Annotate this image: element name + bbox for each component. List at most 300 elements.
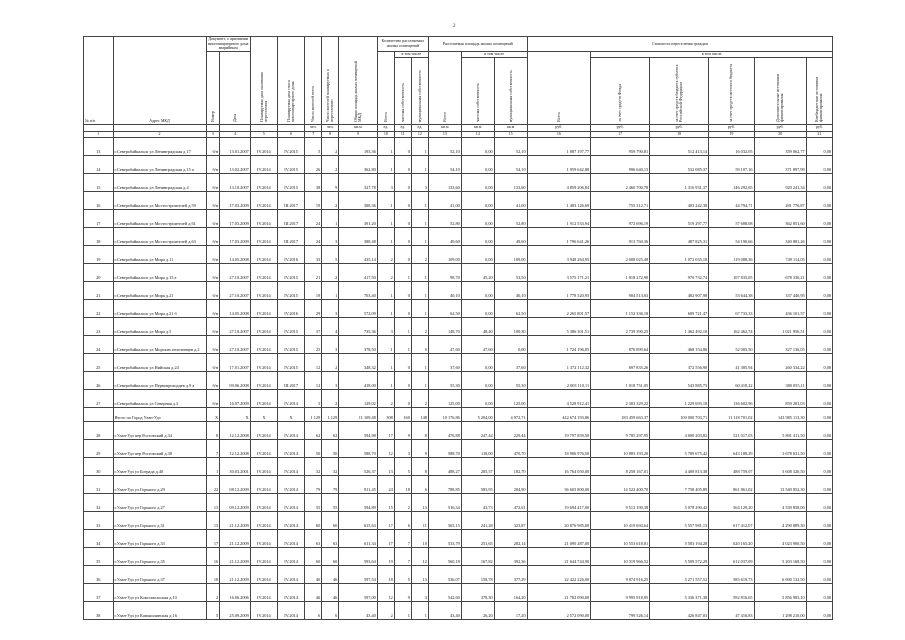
doc-group-header: Документ, о признании многоквартирного дома аварийным <box>207 36 249 51</box>
row-number: 31 <box>84 475 114 493</box>
cost-region-cell: 5 583 194,28 <box>650 529 709 547</box>
area-group-header: Расселяемая площадь жилых помещений <box>428 37 527 52</box>
doc-date-cell: 27.10.2007 <box>220 335 251 353</box>
unit-cell: руб. <box>650 124 709 131</box>
rooms-private-cell: 0 <box>394 299 411 317</box>
row-number: 34 <box>84 529 114 547</box>
cost-local-cell: 53 644,38 <box>709 281 754 299</box>
area-total-cell: 133,60 <box>428 173 461 191</box>
cost-region-cell: 487 825,31 <box>650 227 709 245</box>
rooms-private-cell: 0 <box>394 173 411 191</box>
row-number: 25 <box>84 353 114 371</box>
rooms-municipal-cell: 10 <box>411 529 428 547</box>
rooms-municipal-cell: 2 <box>411 317 428 335</box>
rooms-private-cell: 1 <box>394 335 411 353</box>
area-total-cell: 565,15 <box>428 511 461 529</box>
residents-planned-cell: 50 <box>322 439 339 457</box>
residents-cell: 60 <box>305 511 322 529</box>
cost-local-cell: 119 088,36 <box>709 245 754 263</box>
resettlement-date-cell: IV.2014 <box>250 421 277 439</box>
cost-region-cell: 4 690 203,82 <box>650 421 709 439</box>
cost-additional-cell: 4 290 889,30 <box>754 511 806 529</box>
area-municipal-cell: 109,00 <box>494 245 527 263</box>
demolition-date-cell: III.2017 <box>277 227 304 245</box>
area-private-cell: 0,00 <box>461 227 494 245</box>
total-area-cell: 588,70 <box>339 439 378 457</box>
row-number: 20 <box>84 263 114 281</box>
cost-fund-cell: 799 526,14 <box>591 601 650 619</box>
column-number-cell: 5 <box>250 131 277 137</box>
cost-region-cell: 609 721,47 <box>650 299 709 317</box>
doc-number-cell: б/н <box>206 299 220 317</box>
rooms-private-cell: 1 <box>394 601 411 619</box>
cost-fund-cell: 913 760,36 <box>591 227 650 245</box>
cost-local-cell: 564 129,20 <box>709 493 754 511</box>
unit-cell <box>277 124 304 131</box>
doc-number-cell: б/н <box>206 317 220 335</box>
cost-fund-cell: 959 790,81 <box>591 137 650 155</box>
rooms-municipal-cell: 1 <box>411 353 428 371</box>
demolition-date-cell: IV.2014 <box>277 389 304 407</box>
cost-local-cell: 60 418,22 <box>709 371 754 389</box>
residents-cell: 33 <box>305 245 322 263</box>
demolition-date-cell: X <box>277 407 304 421</box>
demolition-date-cell: III.2017 <box>277 371 304 389</box>
demolition-date-cell: IV.2014 <box>277 439 304 457</box>
rooms-private-cell: 2 <box>394 493 411 511</box>
table-row <box>84 565 833 583</box>
column-number-cell: 16 <box>527 131 591 137</box>
cost-fund-cell: 876 899,64 <box>591 335 650 353</box>
doc-number-cell: 17 <box>206 529 220 547</box>
area-total-cell: 125,00 <box>428 389 461 407</box>
area-private-cell: 0,00 <box>461 371 494 389</box>
resettlement-date-cell: IV.2014 <box>250 137 277 155</box>
rooms-total-cell: 19 <box>377 547 394 565</box>
doc-number-cell: б/н <box>206 245 220 263</box>
area-private-cell: 5 204,00 <box>461 407 494 421</box>
residents-planned-cell: 4 <box>322 317 339 335</box>
column-number-cell: 6 <box>277 131 304 137</box>
cost-extra-cell: 0,00 <box>806 191 832 209</box>
cost-local-cell: 617 412,07 <box>709 511 754 529</box>
row-number: 33 <box>84 511 114 529</box>
cost-fund-cell: 10 319 966,52 <box>591 547 650 565</box>
cost-extra-cell: 0,00 <box>806 299 832 317</box>
table-body <box>84 137 833 619</box>
cost-fund-cell: 8 258 167,01 <box>591 457 650 475</box>
area-municipal-cell: 41,00 <box>494 191 527 209</box>
area-municipal-cell: 282,14 <box>494 529 527 547</box>
table-row <box>84 529 833 547</box>
col-cost-total-header: Всего <box>555 112 561 123</box>
cost-fund-cell: 697 835,26 <box>591 353 650 371</box>
cost-extra-cell: 0,00 <box>806 353 832 371</box>
row-number: 28 <box>84 421 114 439</box>
cost-region-cell: 519 297,77 <box>650 209 709 227</box>
residents-planned-cell: 6 <box>322 601 339 619</box>
cost-additional-cell: 13 540 852,30 <box>754 475 806 493</box>
rooms-private-cell: 1 <box>394 263 411 281</box>
cost-fund-cell: 183 459 663,37 <box>591 407 650 421</box>
rooms-private-cell: 7 <box>394 529 411 547</box>
address-cell: г.Улан-Удэ пер Ростовский д.38 <box>113 439 206 457</box>
cost-fund-cell: 10 553 618,81 <box>591 529 650 547</box>
rooms-private-cell: 0 <box>394 371 411 389</box>
demolition-date-cell: IV.2014 <box>277 565 304 583</box>
resettlement-date-cell: IV.2014 <box>250 191 277 209</box>
residents-planned-cell: 63 <box>322 529 339 547</box>
cost-total-cell: 1 796 641,26 <box>527 227 591 245</box>
doc-number-cell: 2 <box>206 583 220 601</box>
area-private-cell: 241,28 <box>461 511 494 529</box>
area-of-which-header: в том числе <box>461 51 527 57</box>
area-private-cell: 0,00 <box>461 299 494 317</box>
cost-region-cell: 1 229 693,18 <box>650 389 709 407</box>
address-cell: г.Северобайкальск ул Ленинградская д.15 а <box>113 155 206 173</box>
area-municipal-cell: 62,50 <box>494 299 527 317</box>
table-row <box>84 421 833 439</box>
cost-extra-cell: 0,00 <box>806 335 832 353</box>
cost-region-cell: 970 732,74 <box>650 263 709 281</box>
resettlement-date-cell: IV.2014 <box>250 493 277 511</box>
cost-local-cell: 136 602,96 <box>709 389 754 407</box>
area-municipal-cell: 229,44 <box>494 421 527 439</box>
doc-date-cell: 12.12.2008 <box>220 421 251 439</box>
area-private-cell: 251,65 <box>461 529 494 547</box>
col-cost-region-header: за счет средств бюджета субъекта Российской Федерации <box>673 64 684 122</box>
area-total-cell: 10 176,86 <box>428 407 461 421</box>
residents-planned-cell: 32 <box>322 457 339 475</box>
total-area-cell: 703,40 <box>339 281 378 299</box>
rooms-municipal-cell: 1 <box>411 209 428 227</box>
doc-number-cell: б/н <box>206 137 220 155</box>
residents-planned-cell: 62 <box>322 421 339 439</box>
doc-date-cell: 27.10.2007 <box>220 281 251 299</box>
residents-planned-cell: 3 <box>322 227 339 245</box>
doc-date-cell: 13.10.2007 <box>220 173 251 191</box>
doc-number-cell: б/н <box>206 263 220 281</box>
col-rooms-total-header: Всего <box>382 112 388 123</box>
col-residents-header: Число жителей всего <box>310 86 316 123</box>
residents-cell: 5 <box>305 137 322 155</box>
area-total-cell: 536,07 <box>428 565 461 583</box>
cost-local-cell: 47 416,83 <box>709 601 754 619</box>
address-cell: г.Улан-Удэ ул Камышлинская д.16 <box>113 601 206 619</box>
rooms-total-cell: 1 <box>377 227 394 245</box>
rooms-total-cell: 1 <box>377 335 394 353</box>
residents-planned-cell: 2 <box>322 389 339 407</box>
address-cell: г.Улан-Удэ пер Ростовский д.34 <box>113 421 206 439</box>
column-number-cell: 18 <box>650 131 709 137</box>
rooms-total-cell: 15 <box>377 493 394 511</box>
table-row <box>84 439 833 457</box>
cost-extra-cell: 0,00 <box>806 389 832 407</box>
doc-number-cell: 1 <box>206 457 220 475</box>
cost-fund-cell: 972 696,19 <box>591 209 650 227</box>
residents-planned-cell: 1 <box>322 281 339 299</box>
residents-cell: 60 <box>305 547 322 565</box>
rooms-private-cell: 160 <box>394 407 411 421</box>
cost-region-cell: 482 907,98 <box>650 281 709 299</box>
cost-total-cell: 20 876 985,00 <box>527 511 591 529</box>
doc-number-cell: 8 <box>206 421 220 439</box>
resettlement-date-cell: IV.2014 <box>250 299 277 317</box>
resettlement-date-cell: IV.2014 <box>250 155 277 173</box>
table-header <box>84 37 833 138</box>
column-number-cell: 20 <box>754 131 806 137</box>
cost-total-cell: 2 572 090,00 <box>527 601 591 619</box>
rooms-private-cell: 3 <box>394 439 411 457</box>
col-total-area-header: Общая площадь жилых помещений МКД <box>352 61 363 123</box>
resettlement-date-cell: X <box>250 407 277 421</box>
area-municipal-cell: 323,87 <box>494 511 527 529</box>
doc-number-cell: X <box>206 407 220 421</box>
cost-local-cell: 488 759,07 <box>709 457 754 475</box>
demolition-date-cell: IV.2014 <box>277 601 304 619</box>
row-number: 35 <box>84 547 114 565</box>
cost-total-cell: 3 948 264,95 <box>527 245 591 263</box>
residents-planned-cell: 55 <box>322 493 339 511</box>
address-cell: г.Улан-Удэ ул Горького д.27 <box>113 493 206 511</box>
doc-number-cell: б/н <box>206 155 220 173</box>
residents-cell: 62 <box>305 421 322 439</box>
cost-of-which-header: в том числе <box>591 51 833 57</box>
cost-additional-cell: 6 690 132,50 <box>754 565 806 583</box>
cost-total-cell: 21 782 090,00 <box>527 583 591 601</box>
cost-extra-cell: 0,00 <box>806 209 832 227</box>
cost-total-cell: 1 372 112,32 <box>527 353 591 371</box>
area-total-cell: 62,50 <box>428 299 461 317</box>
table-row <box>84 475 833 493</box>
address-cell: г.Северобайкальск ул Ленинградская д.4 <box>113 173 206 191</box>
resettlement-date-cell: IV.2014 <box>250 281 277 299</box>
demolition-date-cell: IV.2015 <box>277 335 304 353</box>
cost-local-cell: 59 107,16 <box>709 155 754 173</box>
cost-additional-cell: 371 897,99 <box>754 155 806 173</box>
residents-planned-cell: 60 <box>322 547 339 565</box>
demolition-date-cell: IV.2014 <box>277 583 304 601</box>
doc-number-cell: 16 <box>206 547 220 565</box>
area-private-cell: 48,40 <box>461 317 494 335</box>
rooms-municipal-cell: 13 <box>411 493 428 511</box>
cost-total-cell: 1 483 126,69 <box>527 191 591 209</box>
residents-cell: 29 <box>305 299 322 317</box>
rooms-municipal-cell: 13 <box>411 565 428 583</box>
cost-local-cell: 861 861,02 <box>709 475 754 493</box>
doc-date-cell: X <box>220 407 251 421</box>
cost-group-header: Стоимость переселения граждан <box>527 37 832 52</box>
area-total-cell: 588,70 <box>428 439 461 457</box>
area-municipal-cell: 17,20 <box>494 601 527 619</box>
address-cell: г.Северобайкальск ул Нийская д.24 <box>113 353 206 371</box>
cost-region-cell: 403 242,38 <box>650 191 709 209</box>
cost-additional-cell: 337 440,95 <box>754 281 806 299</box>
residents-cell: 6 <box>305 601 322 619</box>
rooms-municipal-cell: 8 <box>411 457 428 475</box>
resettlement-date-cell: IV.2014 <box>250 439 277 457</box>
cost-local-cell: 44 794,71 <box>709 191 754 209</box>
cost-total-cell: 22 422 226,00 <box>527 565 591 583</box>
unit-cell <box>113 124 206 131</box>
area-private-cell: 26,20 <box>461 601 494 619</box>
rooms-private-cell: 0 <box>394 389 411 407</box>
doc-number-cell: 18 <box>206 565 220 583</box>
cost-extra-cell: 0,00 <box>806 475 832 493</box>
cost-total-cell: 21 644 744,90 <box>527 547 591 565</box>
cost-additional-cell: 362 851,60 <box>754 209 806 227</box>
row-number: 36 <box>84 565 114 583</box>
table-row <box>84 137 833 155</box>
row-number: 23 <box>84 317 114 335</box>
cost-additional-cell: 436 101,57 <box>754 299 806 317</box>
row-number: 21 <box>84 281 114 299</box>
rooms-private-cell: 0 <box>394 227 411 245</box>
cost-additional-cell: 359 062,77 <box>754 137 806 155</box>
total-area-cell: 378,50 <box>339 335 378 353</box>
rooms-municipal-cell: 9 <box>411 439 428 457</box>
cost-fund-cell: 2 739 390,25 <box>591 317 650 335</box>
rooms-total-cell: 3 <box>377 173 394 191</box>
demolition-date-cell: IV.2014 <box>277 421 304 439</box>
residents-cell: 12 <box>305 353 322 371</box>
cost-additional-cell: 3 608 320,50 <box>754 457 806 475</box>
total-area-cell: 811,45 <box>339 475 378 493</box>
residents-cell: 55 <box>305 493 322 511</box>
table-row <box>84 353 833 371</box>
doc-number-cell: б/н <box>206 353 220 371</box>
col-cost-local-header: за счет средств местного бюджета <box>728 63 734 122</box>
cost-extra-cell: 0,00 <box>806 529 832 547</box>
residents-cell: 24 <box>305 227 322 245</box>
unit-cell <box>220 124 251 131</box>
cost-region-cell: 1 072 035,18 <box>650 245 709 263</box>
rooms-private-cell: 0 <box>394 137 411 155</box>
rooms-total-cell: 3 <box>377 317 394 335</box>
area-private-cell: 378,30 <box>461 583 494 601</box>
rooms-total-cell: 1 <box>377 155 394 173</box>
residents-planned-cell: 3 <box>322 335 339 353</box>
rooms-municipal-cell: 1 <box>411 191 428 209</box>
column-number-cell: 9 <box>339 131 378 137</box>
cost-region-cell: 5 271 557,52 <box>650 565 709 583</box>
table-row <box>84 583 833 601</box>
doc-number-cell: б/н <box>206 371 220 389</box>
rooms-municipal-cell: 1 <box>411 227 428 245</box>
area-total-cell: 560,18 <box>428 547 461 565</box>
area-municipal-cell: 53,50 <box>494 263 527 281</box>
residents-planned-cell: 1 129 <box>322 407 339 421</box>
area-municipal-cell: 472,61 <box>494 493 527 511</box>
row-number: 30 <box>84 457 114 475</box>
cost-additional-cell: 4 023 900,50 <box>754 529 806 547</box>
resettlement-date-cell: IV.2014 <box>250 601 277 619</box>
area-total-cell: 52,80 <box>428 209 461 227</box>
doc-number-cell: б/н <box>206 173 220 191</box>
cost-local-cell: 52 005,50 <box>709 335 754 353</box>
cost-total-cell: 36 603 800,00 <box>527 475 591 493</box>
cost-fund-cell: 1 018 751,05 <box>591 371 650 389</box>
page-number: 2 <box>453 24 456 29</box>
cost-extra-cell: 0,00 <box>806 601 832 619</box>
resettlement-date-cell: IV.2014 <box>250 511 277 529</box>
column-number-cell: 11 <box>394 131 411 137</box>
area-total-cell: 533,79 <box>428 529 461 547</box>
doc-date-cell: 21.12.2009 <box>220 529 251 547</box>
table-row <box>84 227 833 245</box>
area-private-cell: 0,00 <box>461 281 494 299</box>
area-total-cell: 98,70 <box>428 263 461 281</box>
cost-total-cell: 1 912 533,94 <box>527 209 591 227</box>
residents-planned-cell: 1 <box>322 209 339 227</box>
cost-total-cell: 18 906 976,50 <box>527 439 591 457</box>
cost-fund-cell: 2 460 700,78 <box>591 173 650 191</box>
residents-cell: 5 <box>305 389 322 407</box>
row-number: 29 <box>84 439 114 457</box>
cost-local-cell: 146 292,65 <box>709 173 754 191</box>
unit-cell: чел. <box>305 124 322 131</box>
address-cell: г.Северобайкальск ул Мира д.21 б <box>113 299 206 317</box>
total-area-cell: 611,34 <box>339 529 378 547</box>
resettlement-date-cell: IV.2014 <box>250 335 277 353</box>
area-municipal-cell: 392,36 <box>494 547 527 565</box>
total-area-cell: 193,36 <box>339 137 378 155</box>
rooms-total-cell: 1 <box>377 191 394 209</box>
cost-fund-cell: 10 883 193,20 <box>591 439 650 457</box>
col-address-header: Адрес МКД <box>113 37 206 125</box>
doc-date-cell: 25.09.2009 <box>220 601 251 619</box>
residents-cell: 63 <box>305 529 322 547</box>
table-row <box>84 317 833 335</box>
col-residents-planned-header: Число жителей планируемых к переселению <box>325 69 335 123</box>
rooms-municipal-cell: 1 <box>411 155 428 173</box>
cost-additional-cell: 5 856 983,10 <box>754 583 806 601</box>
rooms-group-header: Количество расселяемых жилых помещений <box>377 37 428 52</box>
cost-extra-cell: 0,00 <box>806 173 832 191</box>
address-cell: г.Улан-Удэ ул Горького д.33 <box>113 529 206 547</box>
doc-number-cell: б/н <box>206 227 220 245</box>
rooms-private-cell: 9 <box>394 421 411 439</box>
rooms-total-cell: 17 <box>377 511 394 529</box>
col-cost-extra-header: Внебюджетные источники финансирования <box>814 76 824 122</box>
cost-additional-cell: 5 801 411,50 <box>754 421 806 439</box>
demolition-date-cell: IV.2014 <box>277 475 304 493</box>
unit-cell: кв.м <box>461 124 494 131</box>
demolition-date-cell: IV.2014 <box>277 547 304 565</box>
residents-cell: 79 <box>305 475 322 493</box>
rooms-municipal-cell: 1 <box>411 299 428 317</box>
cost-local-cell: 107 835,05 <box>709 263 754 281</box>
cost-fund-cell: 2 303 329,22 <box>591 389 650 407</box>
demolition-date-cell: IV.2014 <box>277 511 304 529</box>
column-number-cell: 8 <box>322 131 339 137</box>
rooms-municipal-cell: 3 <box>411 173 428 191</box>
area-total-cell: 49,60 <box>428 227 461 245</box>
address-cell: г.Улан-Удэ ул Горького д.37 <box>113 565 206 583</box>
col-doc-no-header: Номер <box>209 111 215 123</box>
table-row <box>84 335 833 353</box>
row-number <box>84 407 114 421</box>
address-cell: г.Северобайкальск ул Мира д.5 <box>113 317 206 335</box>
area-private-cell: 0,00 <box>461 245 494 263</box>
address-cell: г.Северобайкальск ул Северная д.3 <box>113 389 206 407</box>
area-private-cell: 0,00 <box>461 155 494 173</box>
rooms-total-cell: 1 <box>377 137 394 155</box>
cost-extra-cell: 0,00 <box>806 421 832 439</box>
column-number-cell: 4 <box>220 131 251 137</box>
cost-extra-cell: 0,00 <box>806 439 832 457</box>
residents-cell: 12 <box>305 371 322 389</box>
